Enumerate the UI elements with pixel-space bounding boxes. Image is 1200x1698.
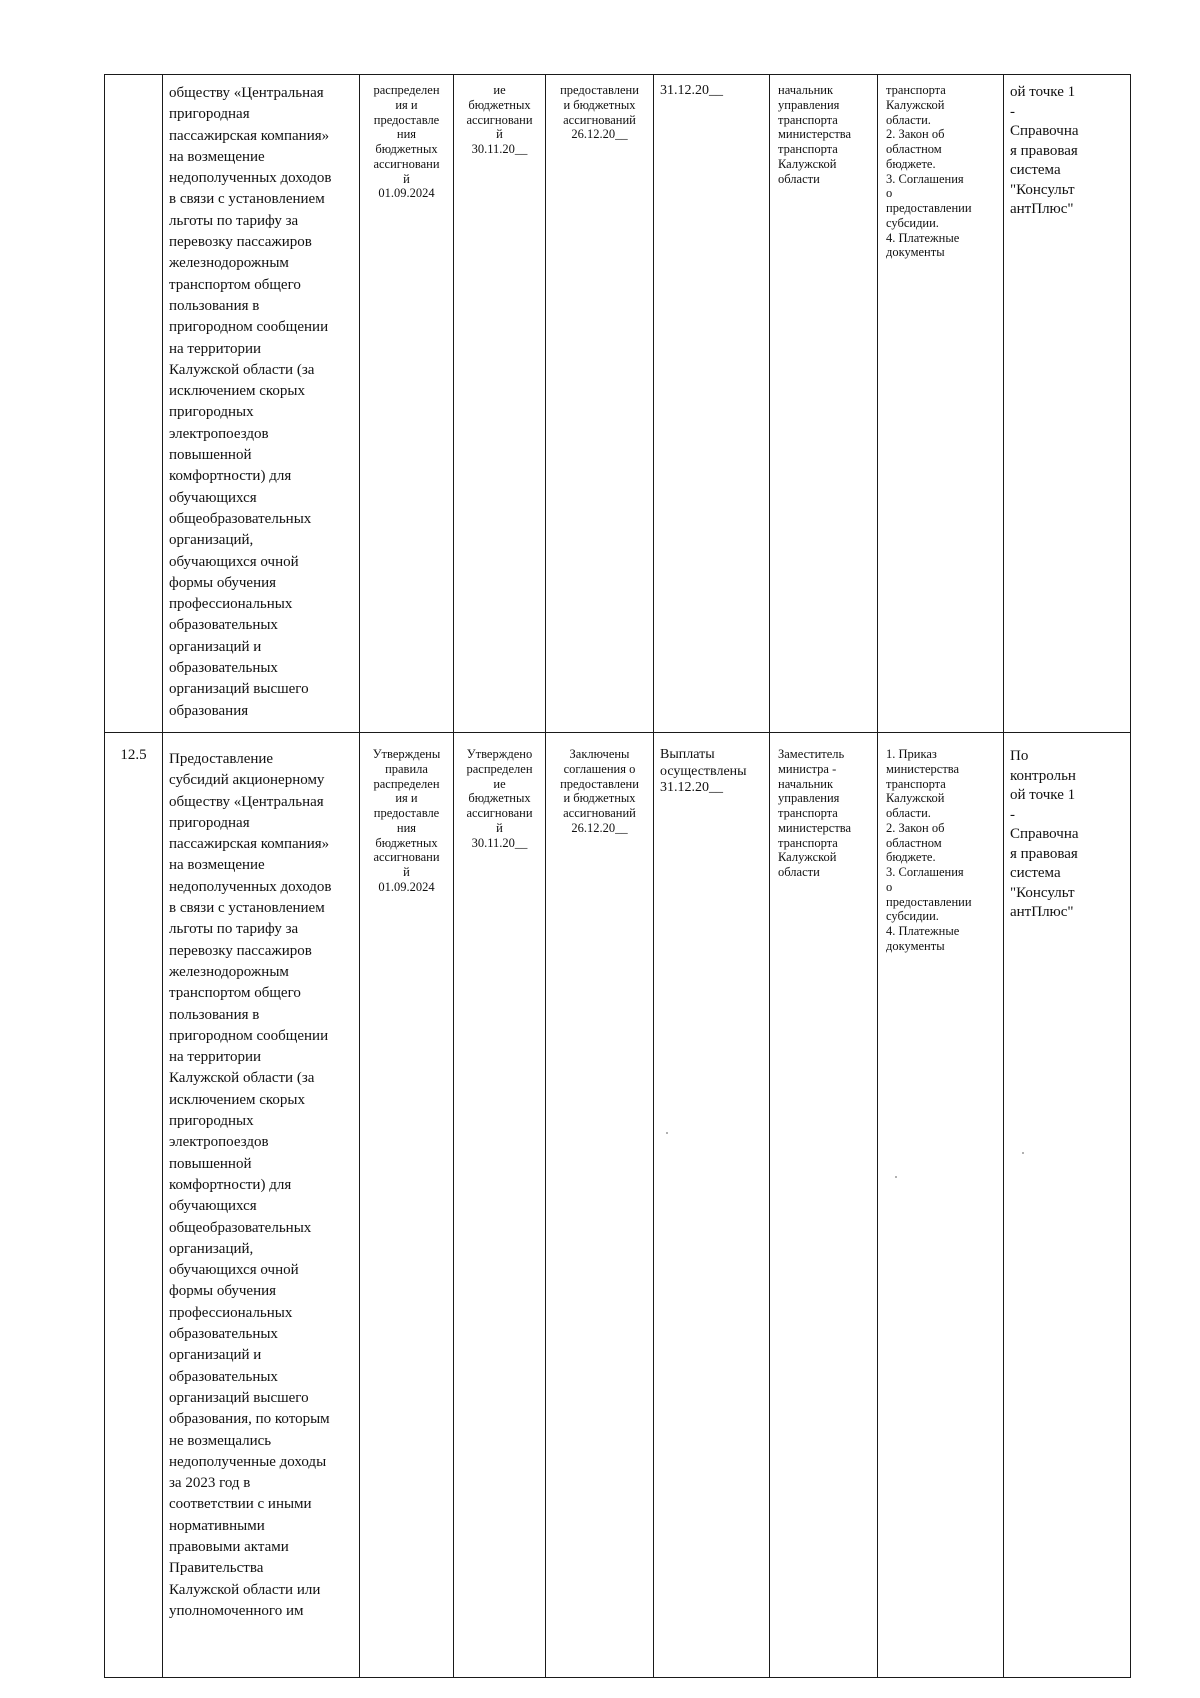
information-source: ой точке 1 - Справочна я правовая система "Консульт антПлюс" — [1010, 84, 1079, 217]
table-row — [105, 733, 1131, 1678]
row-number-cell — [105, 733, 163, 1678]
plan-table — [104, 74, 1131, 1678]
control-point-2: ие бюджетных ассигновани й 30.11.20__ — [466, 83, 533, 156]
description-cell — [163, 75, 360, 733]
control-point-4: Выплаты осуществлены 31.12.20__ — [660, 747, 747, 796]
row-number — [105, 75, 162, 87]
control-point-3: предоставлени и бюджетных ассигнований 26.12.20__ — [560, 83, 639, 142]
event-description: обществу «Центральная пригородная пассажирская компания» на возмещение недополученных доходов в связи с установлением льготы по тарифу за перевозку пассажиров железнодорожным транспортом общего пользования в пригородном сообщении на территории Калужской области (за исключением скорых пригородных электропоездов повышенной комфортности) для обучающихся общеобразовательных организаций, обучающихся очной формы обучения профессиональных образовательных организаций и образовательных организаций высшего образования — [169, 85, 332, 719]
confirming-documents: транспорта Калужской области. 2. Закон об областном бюджете. 3. Соглашения о предоставлении субсидии. 4. Платежные документы — [886, 83, 972, 260]
source-cell — [1004, 75, 1131, 733]
row-number: 12.5 — [120, 747, 147, 763]
responsible-cell — [770, 75, 878, 733]
control-point-3-cell — [546, 733, 654, 1678]
scan-speck — [895, 1176, 897, 1178]
control-point-3-cell — [546, 75, 654, 733]
control-point-3: Заключены соглашения о предоставлени и бюджетных ассигнований 26.12.20__ — [560, 747, 639, 835]
event-description: Предоставление субсидий акционерному обществу «Центральная пригородная пассажирская компания» на возмещение недополученных доходов в связи с установлением льготы по тарифу за перевозку пассажиров железнодорожным транспортом общего пользования в пригородном сообщении на территории Калужской области (за исключением скорых пригородных электропоездов повышенной комфортности) для обучающихся общеобразовательных организаций, обучающихся очной формы обучения профессиональных образовательных организаций и образовательных организаций высшего образования, по которым не возмещались недополученные доходы за 2023 год в соответствии с иными нормативными правовыми актами Правительства Калужской области или уполномоченного им — [169, 751, 332, 1619]
table-row — [105, 75, 1131, 733]
control-point-1: Утверждены правила распределен ия и предоставле ния бюджетных ассигновани й 01.09.2024 — [372, 747, 441, 894]
scan-speck — [1022, 1152, 1024, 1154]
control-point-4: 31.12.20__ — [660, 83, 723, 98]
control-point-2: Утверждено распределен ие бюджетных ассигновани й 30.11.20__ — [466, 747, 533, 850]
description-cell — [163, 733, 360, 1678]
row-number-cell — [105, 75, 163, 733]
control-point-1: распределен ия и предоставле ния бюджетных ассигновани й 01.09.2024 — [373, 83, 440, 201]
control-point-1-cell — [360, 733, 454, 1678]
scan-speck — [666, 1132, 668, 1134]
documents-cell — [878, 733, 1004, 1678]
source-cell — [1004, 733, 1131, 1678]
control-point-2-cell — [454, 733, 546, 1678]
control-point-4-cell — [654, 733, 770, 1678]
responsible-person: Заместитель министра - начальник управления транспорта министерства транспорта Калужской области — [778, 747, 852, 879]
information-source: По контрольн ой точке 1 - Справочна я правовая система "Консульт антПлюс" — [1010, 748, 1079, 920]
documents-cell — [878, 75, 1004, 733]
responsible-person: начальник управления транспорта министерства транспорта Калужской области — [778, 83, 852, 186]
responsible-cell — [770, 733, 878, 1678]
control-point-1-cell — [360, 75, 454, 733]
confirming-documents: 1. Приказ министерства транспорта Калужской области. 2. Закон об областном бюджете. 3. Соглашения о предоставлении субсидии. 4. Платежные документы — [886, 747, 972, 953]
control-point-2-cell — [454, 75, 546, 733]
control-point-4-cell — [654, 75, 770, 733]
